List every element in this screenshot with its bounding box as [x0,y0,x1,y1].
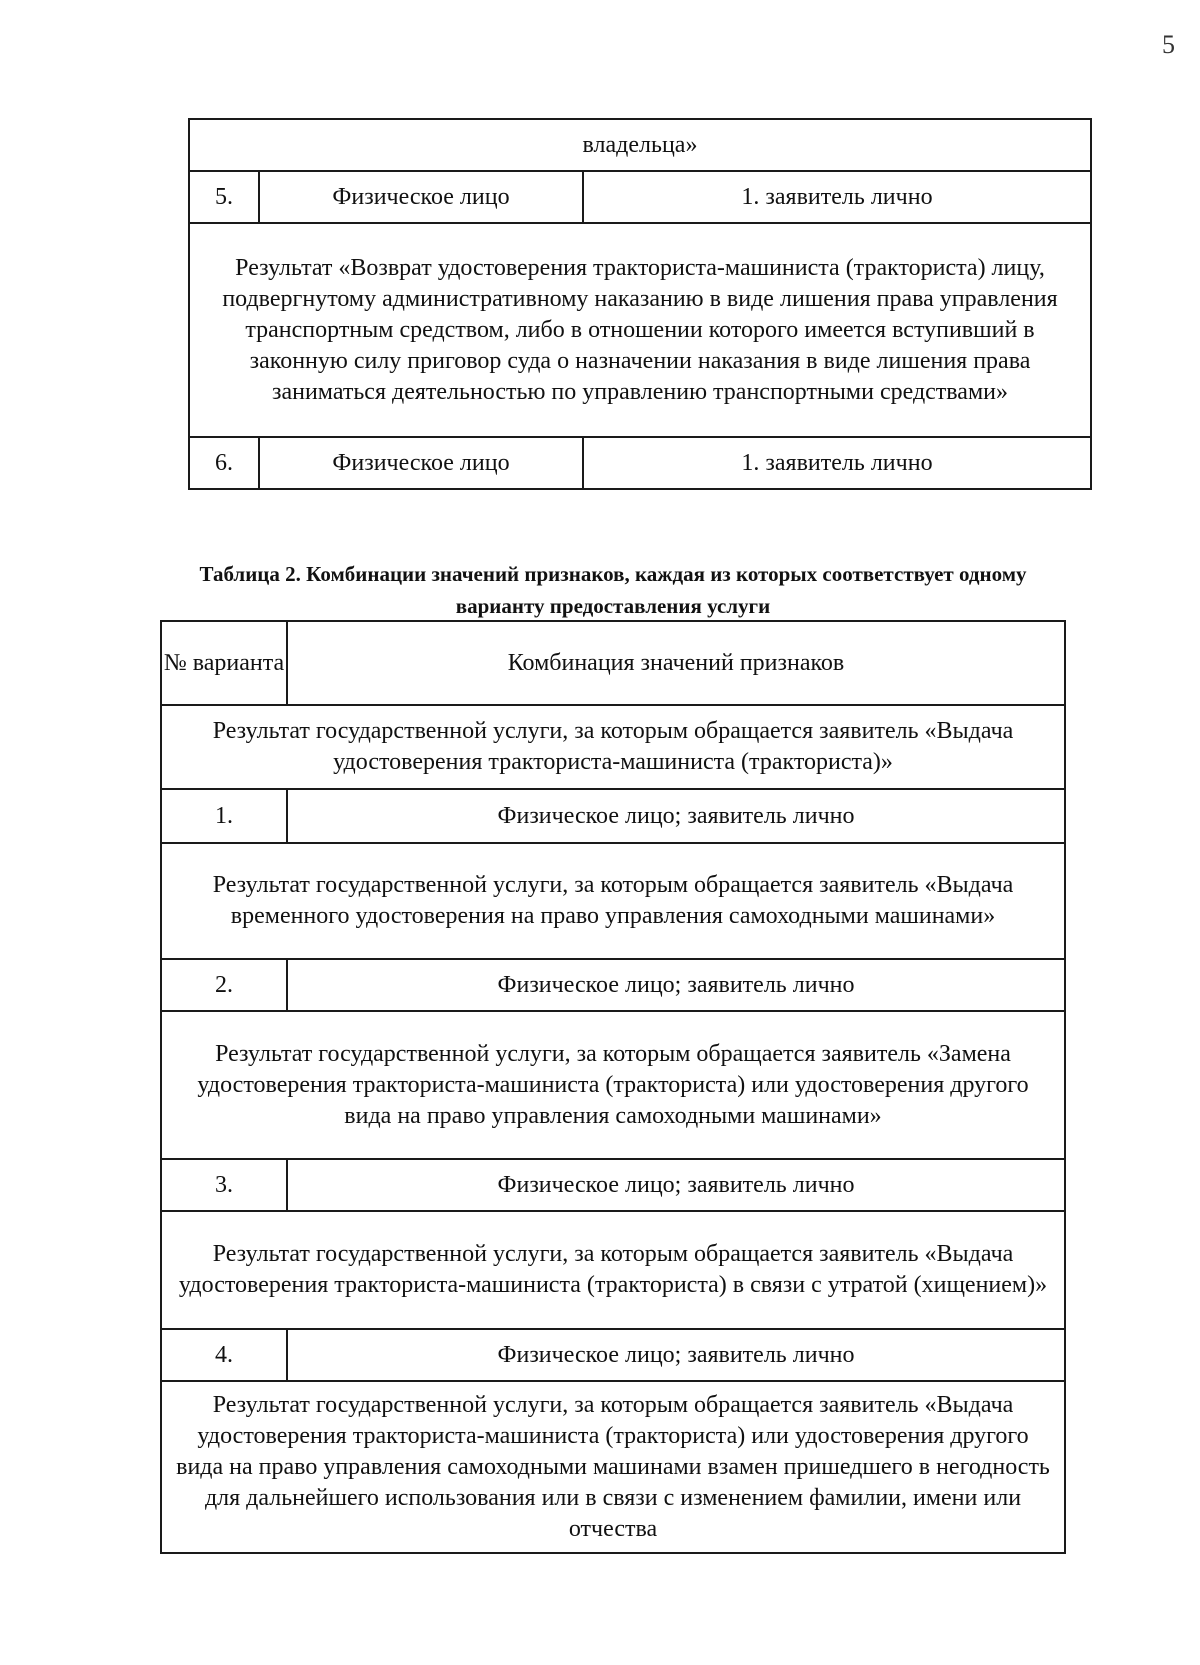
options-table-continued [188,118,1092,490]
combination-cell: Физическое лицо; заявитель лично [287,1159,1065,1211]
variant-number-cell: 3. [161,1159,287,1211]
table-row [189,119,1091,171]
combination-cell: Физическое лицо; заявитель лично [287,959,1065,1011]
applicant-type-cell: Физическое лицо [259,437,583,489]
variant-number-cell: 2. [161,959,287,1011]
result-heading-cell: Результат государственной услуги, за которым обращается заявитель «Выдача временного удостоверения на право управления самоходными машинами» [161,843,1065,959]
table-row [161,959,1065,1011]
table-row [161,843,1065,959]
applicant-type-cell: Физическое лицо [259,171,583,223]
combination-cell: Физическое лицо; заявитель лично [287,1329,1065,1381]
variant-number-cell: 1. [161,789,287,843]
table-row [161,1329,1065,1381]
table-row [161,1381,1065,1553]
table-row [189,223,1091,437]
result-continuation-cell: владельца» [189,119,1091,171]
result-heading-cell: Результат «Возврат удостоверения тракториста-машиниста (тракториста) лицу, подвергнутому административному наказанию в виде лишения права управления транспортным средством, либо в отношении которого имеется вступивший в законную силу приговор суда о назначении наказания в виде лишения права заниматься деятельностью по управлению транспортными средствами» [189,223,1091,437]
row-number-cell: 5. [189,171,259,223]
application-method-cell: 1. заявитель лично [583,171,1091,223]
combinations-table [160,620,1066,1554]
variant-number-cell: 4. [161,1329,287,1381]
table-row [161,789,1065,843]
table-row [189,437,1091,489]
result-heading-cell: Результат государственной услуги, за которым обращается заявитель «Выдача удостоверения тракториста-машиниста (тракториста) или удостоверения другого вида на право управления самоходными машинами взамен пришедшего в негодность для дальнейшего использования или в связи с изменением фамилии, имени или отчества [161,1381,1065,1553]
table-header-row [161,621,1065,705]
table-row [161,1211,1065,1329]
row-number-cell: 6. [189,437,259,489]
combination-cell: Физическое лицо; заявитель лично [287,789,1065,843]
table-2-caption: Таблица 2. Комбинации значений признаков, каждая из которых соответствует одному варианту предоставления услуги [199,562,1027,618]
table-row [189,171,1091,223]
header-combination: Комбинация значений признаков [287,621,1065,705]
header-variant-number: № варианта [161,621,287,705]
table-row [161,705,1065,789]
result-heading-cell: Результат государственной услуги, за которым обращается заявитель «Выдача удостоверения тракториста-машиниста (тракториста) в связи с утратой (хищением)» [161,1211,1065,1329]
table-row [161,1159,1065,1211]
result-heading-cell: Результат государственной услуги, за которым обращается заявитель «Замена удостоверения тракториста-машиниста (тракториста) или удостоверения другого вида на право управления самоходными машинами» [161,1011,1065,1159]
result-heading-cell: Результат государственной услуги, за которым обращается заявитель «Выдача удостоверения тракториста-машиниста (тракториста)» [161,705,1065,789]
application-method-cell: 1. заявитель лично [583,437,1091,489]
table-row [161,1011,1065,1159]
page-corner-mark: 5 [1162,30,1175,59]
